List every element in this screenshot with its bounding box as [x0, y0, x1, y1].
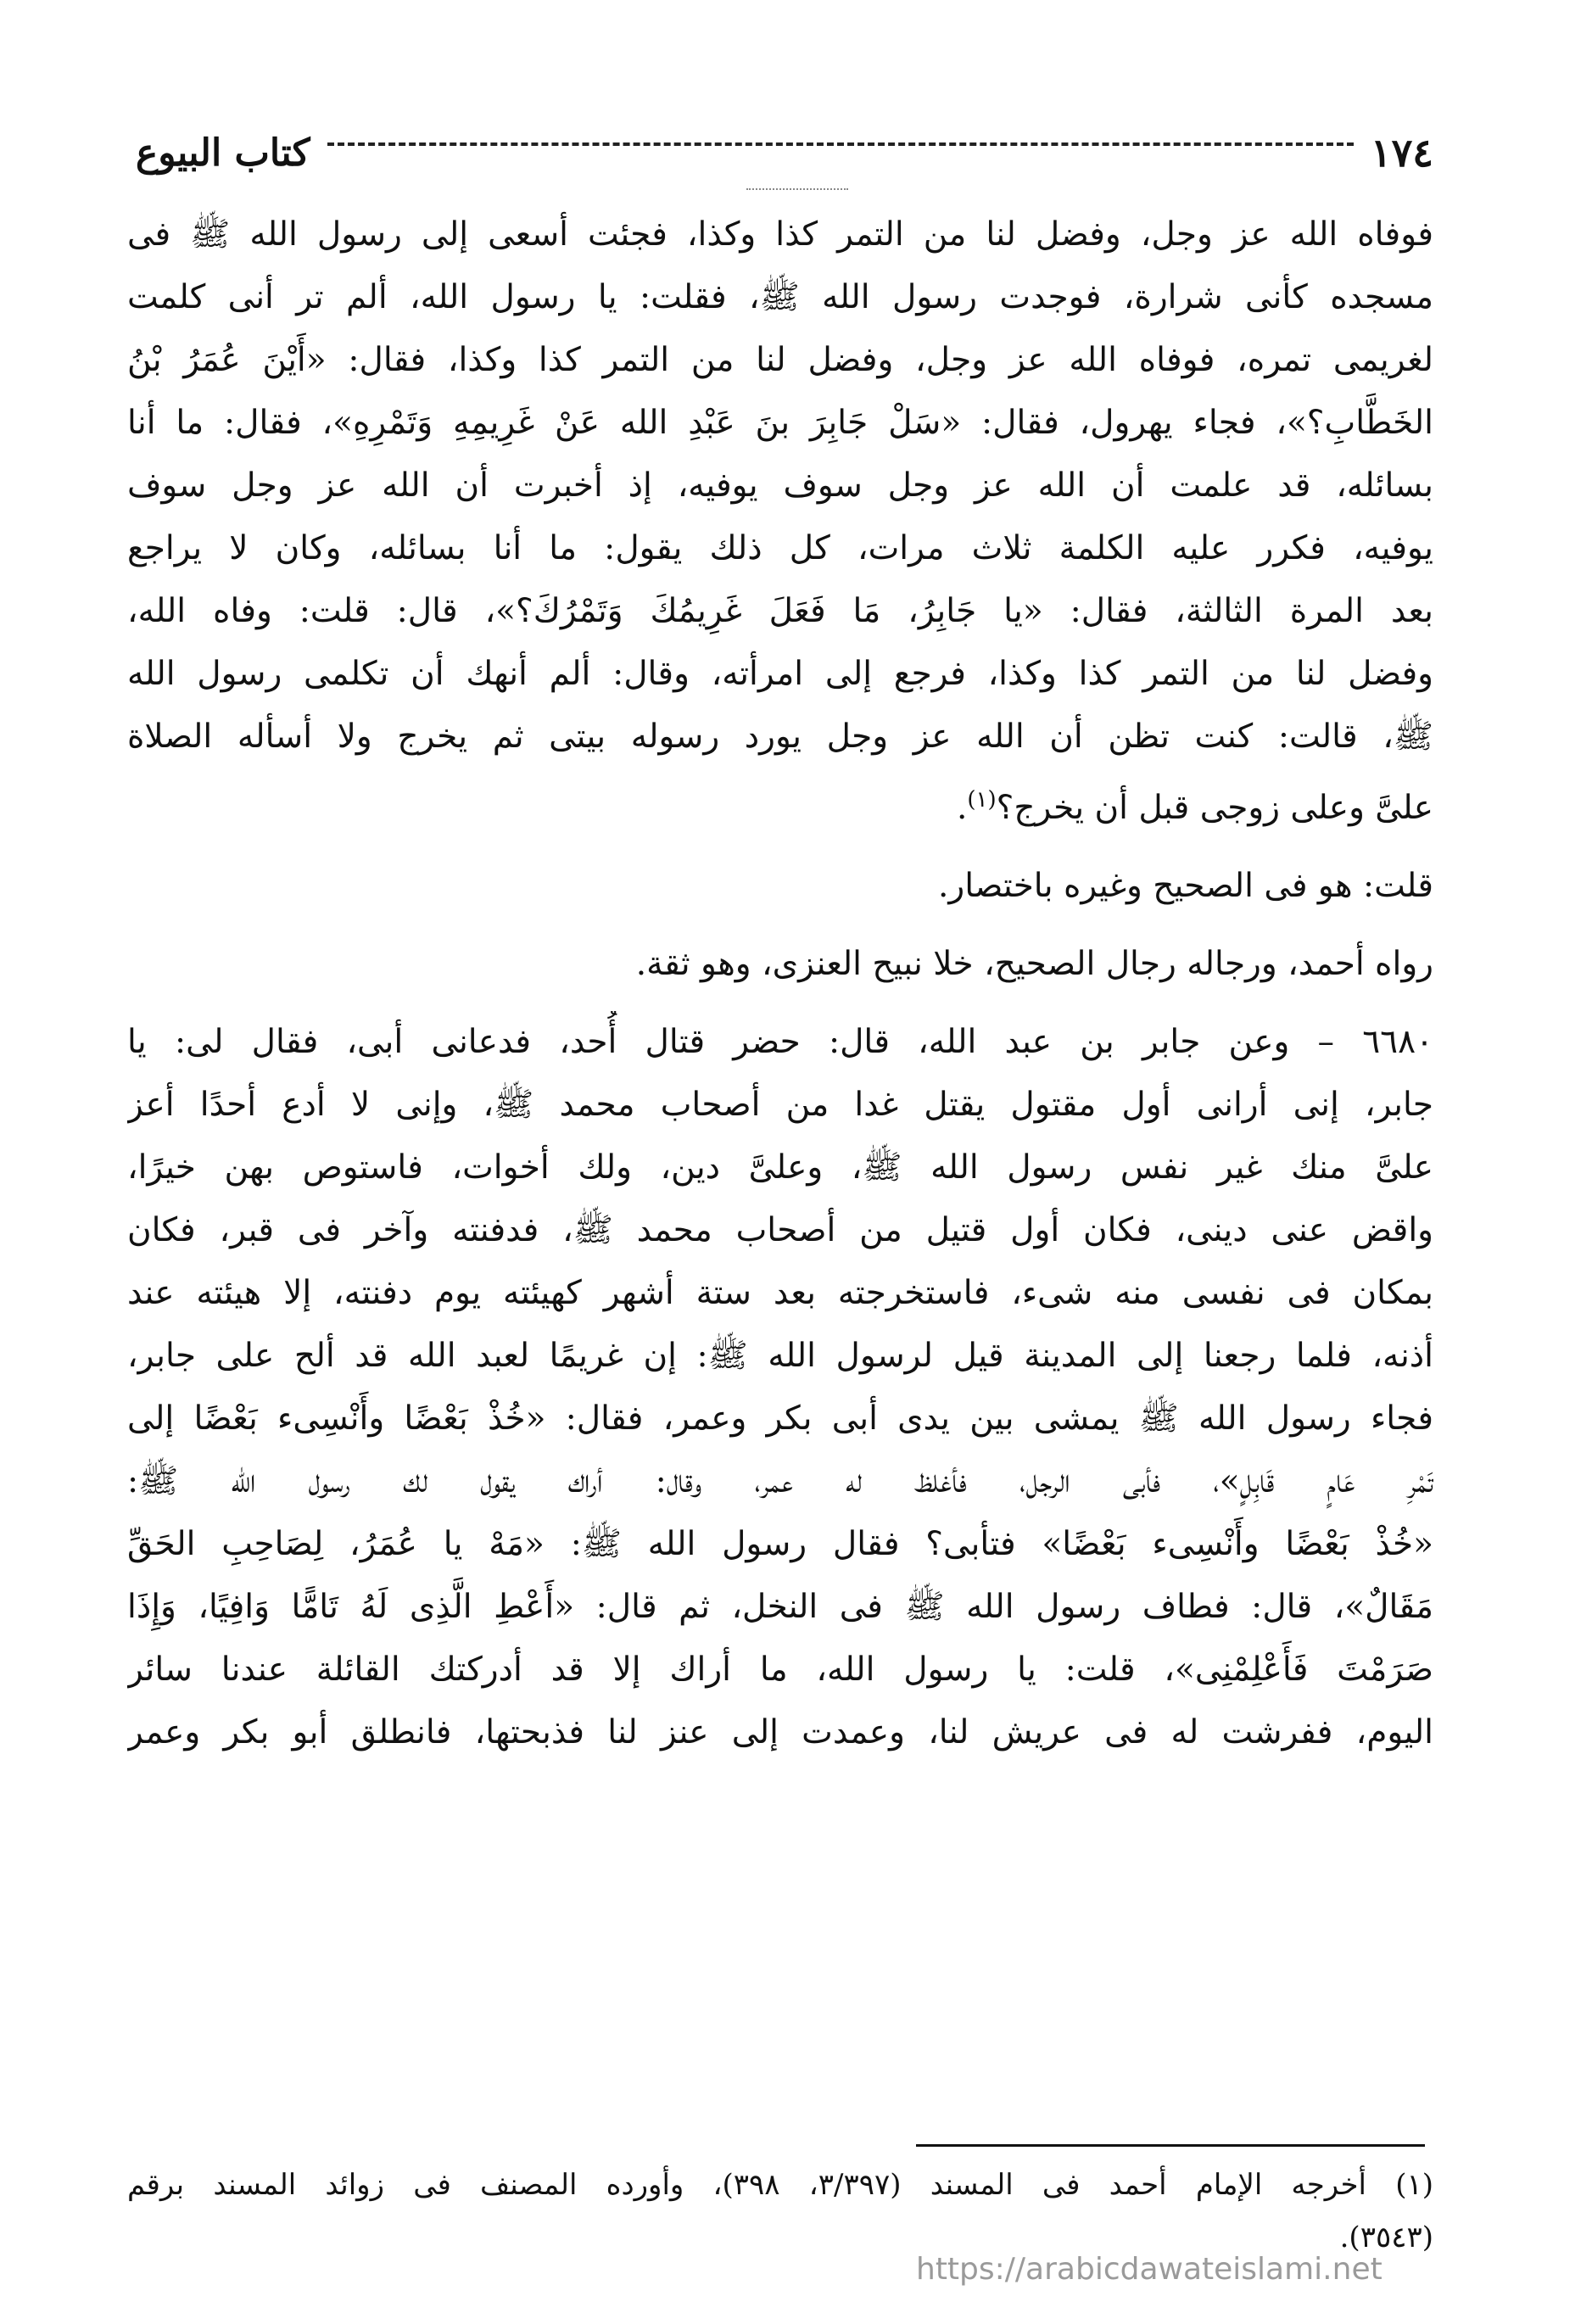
text-line: علىَّ منك غير نفس رسول الله ﷺ، وعلىَّ دين، ولك أخوات، فاستوص بهن خيرًا، — [127, 1148, 1433, 1187]
text-line: فجاء رسول الله ﷺ يمشى بين يدى أبى بكر وعمر، فقال: «خُذْ بَعْضًا وأَنْسِىء بَعْضًا إلى — [127, 1399, 1433, 1438]
text-line: الخَطَّابِ؟»، فجاء يهرول، فقال: «سَلْ جَابِرَ بنَ عَبْدِ الله عَنْ غَرِيمِهِ وَتَمْرِهِ»، فقال: ما أنا — [127, 404, 1433, 442]
page-header — [136, 119, 1433, 187]
footnote — [127, 2159, 1433, 2264]
paragraph-gap — [127, 918, 1433, 933]
text-line: جابر، إنى أرانى أول مقتول يقتل غدا من أصحاب محمد ﷺ، وإنى لا أدع أحدًا أعز — [127, 1086, 1433, 1124]
header-dashed-rule — [327, 142, 1354, 146]
watermark-url: https://arabicdawateislami.net — [916, 2252, 1383, 2287]
page-number: ١٧٤ — [1370, 130, 1433, 176]
paragraph-hadith-6680 — [127, 1011, 1433, 1764]
footnote-divider — [916, 2144, 1425, 2147]
text-line: «خُذْ بَعْضًا وأَنْسِىء بَعْضًا» فتأبى؟ فقال رسول الله ﷺ: «مَهْ يا عُمَرُ، لِصَاحِبِ الحَقِّ — [127, 1525, 1433, 1563]
footnote-line: (٣٥٤٣). — [1339, 2221, 1433, 2254]
text-line: أذنه، فلما رجعنا إلى المدينة قيل لرسول الله ﷺ: إن غريمًا لعبد الله قد ألح على جابر، — [127, 1337, 1433, 1375]
text-line-last — [127, 768, 1433, 840]
text-line: رواه أحمد، ورجاله رجال الصحيح، خلا نبيح العنزى، وهو ثقة. — [635, 945, 1433, 983]
text-line: ٦٦٨٠ – وعن جابر بن عبد الله، قال: حضر قتال أُحد، فدعانى أبى، فقال لى: يا — [127, 1023, 1433, 1061]
text-line: بسائله، قد علمت أن الله عز وجل سوف يوفيه، إذ أخبرت أن الله عز وجل سوف — [127, 466, 1433, 505]
text-line: صَرَمْتَ فَأَعْلِمْنِى»، قلت: يا رسول الله، ما أراك إلا قد أدركتك القائلة عندنا سائر — [127, 1651, 1433, 1689]
text-line: واقض عنى دينى، فكان أول قتيل من أصحاب محمد ﷺ، فدفنته وآخر فى قبر، فكان — [127, 1211, 1433, 1249]
narration-paragraph — [127, 933, 1433, 996]
note-paragraph — [127, 855, 1433, 918]
text-line: اليوم، ففرشت له فى عريش لنا، وعمدت إلى عنز لنا فذبحتها، فانطلق أبو بكر وعمر — [127, 1713, 1433, 1751]
paragraph-gap — [127, 840, 1433, 855]
text-line: فوفاه الله عز وجل، وفضل لنا من التمر كذا وكذا، فجئت أسعى إلى رسول الله ﷺ فى — [127, 215, 1433, 254]
text-line: بمكان فى نفسى منه شىء، فاستخرجته بعد ستة أشهر كهيئته يوم دفنته، إلا هيئته عند — [127, 1274, 1433, 1312]
footnote-reference: (١) — [967, 787, 997, 813]
main-text — [127, 204, 1433, 1764]
text-line: يوفيه، فكرر عليه الكلمة ثلاث مرات، كل ذلك يقول: ما أنا بسائله، وكان لا يراجع — [127, 529, 1433, 567]
text-line: وفضل لنا من التمر كذا وكذا، فرجع إلى امرأته، وقال: ألم أنهك أن تكلمى رسول الله — [127, 655, 1433, 693]
header-underline — [746, 188, 848, 190]
text-line: مسجده كأنى شرارة، فوجدت رسول الله ﷺ، فقلت: يا رسول الله، ألم تر أنى كلمت — [127, 278, 1433, 316]
text-line: ﷺ، قالت: كنت تظن أن الله عز وجل يورد رسوله بيتى ثم يخرج ولا أسأله الصلاة — [127, 718, 1433, 756]
text-line: مَقَالٌ»، قال: فطاف رسول الله ﷺ فى النخل، ثم قال: «أَعْطِ الَّذِى لَهُ تَامًّا وَافِيًا، وَإِذَا — [127, 1588, 1433, 1626]
text-line: قلت: هو فى الصحيح وغيره باختصار. — [938, 867, 1433, 905]
book-title: كتاب البيوع — [136, 131, 310, 175]
text-line: بعد المرة الثالثة، فقال: «يا جَابِرُ، مَا فَعَلَ غَرِيمُكَ وَتَمْرُكَ؟»، قال: قلت: وفاه الله، — [127, 592, 1433, 630]
footnote-line: (١) أخرجه الإمام أحمد فى المسند (٣/٣٩٧، ٣٩٨)، وأورده المصنف فى زوائد المسند برقم — [127, 2168, 1433, 2202]
paragraph-gap — [127, 996, 1433, 1011]
text-line-content: علىَّ وعلى زوجى قبل أن يخرج؟ — [996, 789, 1433, 827]
text-line: تَمْرِ عَامٍ قَابِلٍ»، فأبى الرجل، فأغلظ له عمر، وقال: أراك يقول لك رسول الله ﷺ: — [127, 1462, 1433, 1500]
paragraph-hadith-continuation — [127, 204, 1433, 840]
text-line: لغريمى تمره، فوفاه الله عز وجل، وفضل لنا من التمر كذا وكذا، فقال: «أَيْنَ عُمَرُ بْنُ — [127, 341, 1433, 379]
period: . — [956, 789, 968, 827]
